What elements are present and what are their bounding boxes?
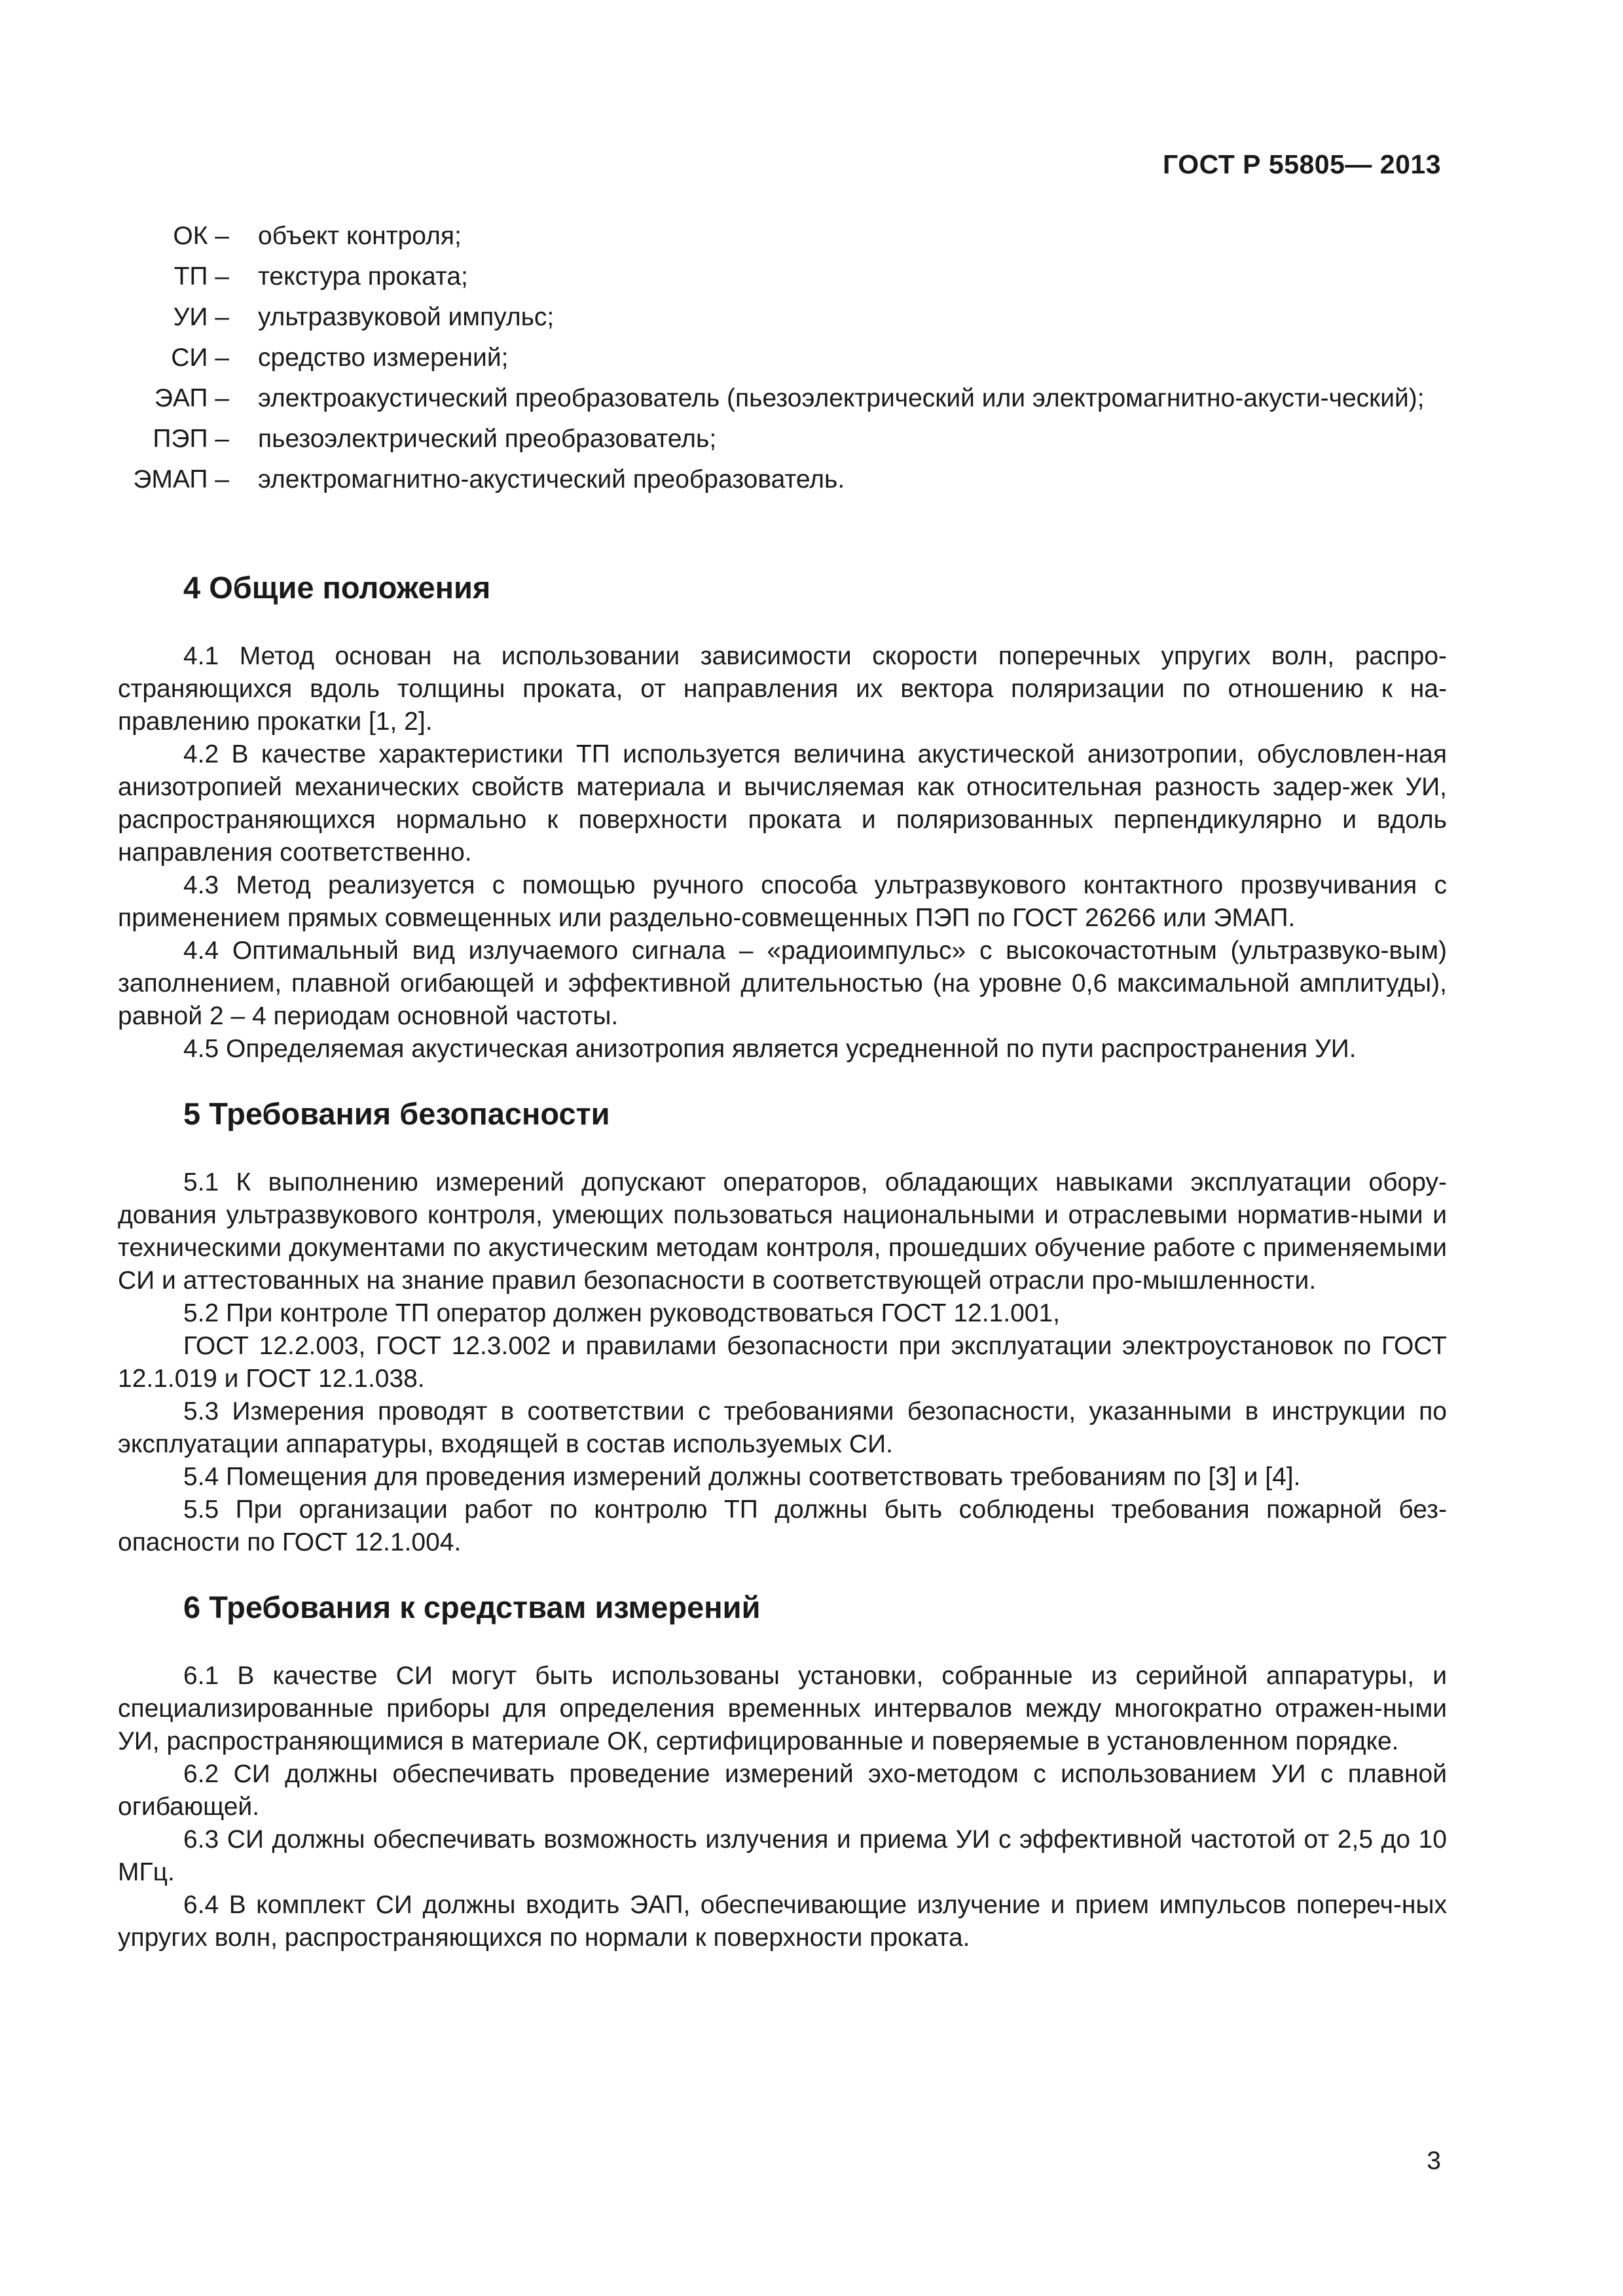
paragraph: 4.3 Метод реализуется с помощью ручного способа ультразвукового контактного прозвучивания с применением прямых совмещенных или раздельно-совмещенных ПЭП по ГОСТ 26266 или ЭМАП. — [118, 871, 1447, 932]
paragraph: 5.5 При организации работ по контролю ТП должны быть соблюдены требования пожарной без-опасности по ГОСТ 12.1.004. — [118, 1496, 1447, 1556]
section-title: 6 Требования к средствам измерений — [183, 1590, 761, 1624]
abbreviation-description: средство измерений; — [258, 344, 509, 372]
paragraph: 5.2 При контроле ТП оператор должен руководствоваться ГОСТ 12.1.001, — [183, 1299, 1060, 1327]
abbreviation-item — [118, 419, 1447, 459]
abbreviation-description: ультразвуковой импульс; — [258, 303, 555, 331]
abbreviation-code: УИ – — [173, 303, 229, 331]
section-safety-requirements — [118, 1094, 1447, 1559]
abbreviation-code: ОК – — [173, 222, 229, 250]
section-measurement-means-requirements — [118, 1588, 1447, 1954]
abbreviation-item — [118, 257, 1447, 297]
paragraph: 6.3 СИ должны обеспечивать возможность излучения и приема УИ с эффективной частотой от 2,5 до 10 МГц. — [118, 1825, 1447, 1886]
abbreviation-description: пьезоэлектрический преобразователь; — [258, 425, 717, 453]
document-body — [118, 568, 1447, 1983]
abbreviation-item — [118, 459, 1447, 500]
paragraph: 5.1 К выполнению измерений допускают операторов, обладающих навыками эксплуатации обору-дования ультразвукового контроля, умеющих пользоваться национальными и отраслевыми норматив-ными и техническими документами по акустическим методам контроля, прошедших обучение работе с применяемыми СИ и аттестованных на знание правил безопасности в соответствующей отрасли про-мышленности. — [118, 1168, 1447, 1295]
abbreviation-description: электроакустический преобразователь (пьезоэлектрический или электромагнитно-акусти-ческий); — [258, 384, 1425, 412]
abbreviation-description: объект контроля; — [258, 222, 462, 250]
abbreviation-description: текстура проката; — [258, 262, 468, 291]
paragraph: 4.1 Метод основан на использовании зависимости скорости поперечных упругих волн, распро-страняющихся вдоль толщины проката, от направления их вектора поляризации по отношению к на-правлению прокатки [1, 2]. — [118, 642, 1447, 736]
abbreviation-item — [118, 378, 1447, 419]
paragraph: 6.2 СИ должны обеспечивать проведение измерений эхо-методом с использованием УИ с плавной огибающей. — [118, 1760, 1447, 1821]
paragraph: ГОСТ 12.2.003, ГОСТ 12.3.002 и правилами безопасности при эксплуатации электроустановок по ГОСТ 12.1.019 и ГОСТ 12.1.038. — [118, 1332, 1447, 1393]
abbreviation-code: ТП – — [173, 262, 229, 291]
paragraph: 6.1 В качестве СИ могут быть использованы установки, собранные из серийной аппаратуры, и специализированные приборы для определения временных интервалов между многократно отражен-ными УИ, распространяющимися в материале ОК, сертифицированные и поверяемые в установленном порядке. — [118, 1662, 1447, 1755]
abbreviation-description: электромагнитно-акустический преобразователь. — [258, 465, 845, 493]
paragraph: 4.2 В качестве характеристики ТП используется величина акустической анизотропии, обусловлен-ная анизотропией механических свойств материала и вычисляемая как относительная разность задер-жек УИ, распространяющихся нормально к поверхности проката и поляризованных перпендикулярно и вдоль направления соответственно. — [118, 740, 1447, 867]
page-number: 3 — [1427, 2147, 1441, 2175]
section-title: 4 Общие положения — [183, 570, 491, 605]
paragraph: 4.5 Определяемая акустическая анизотропия является усредненной по пути распространения УИ. — [183, 1035, 1357, 1063]
paragraph: 5.4 Помещения для проведения измерений должны соответствовать требованиям по [3] и [4]. — [183, 1463, 1301, 1491]
paragraph: 6.4 В комплект СИ должны входить ЭАП, обеспечивающие излучение и прием импульсов попереч-ных упругих волн, распространяющихся по нормали к поверхности проката. — [118, 1891, 1447, 1952]
paragraph: 5.3 Измерения проводят в соответствии с требованиями безопасности, указанными в инструкции по эксплуатации аппаратуры, входящей в состав используемых СИ. — [118, 1397, 1447, 1458]
document-header: ГОСТ Р 55805— 2013 — [1163, 149, 1441, 179]
abbreviation-list — [118, 216, 1447, 500]
abbreviation-code: СИ – — [171, 344, 229, 372]
abbreviation-code: ЭМАП – — [133, 465, 229, 493]
abbreviation-item — [118, 216, 1447, 257]
abbreviation-item — [118, 297, 1447, 338]
abbreviation-code: ЭАП – — [154, 384, 229, 412]
abbreviation-item — [118, 338, 1447, 378]
section-general-provisions — [118, 568, 1447, 1066]
abbreviation-code: ПЭП – — [153, 425, 229, 453]
section-title: 5 Требования безопасности — [183, 1096, 610, 1131]
paragraph: 4.4 Оптимальный вид излучаемого сигнала – «радиоимпульс» с высокочастотным (ультразвуко-вым) заполнением, плавной огибающей и эффективной длительностью (на уровне 0,6 максимальной амплитуды), равной 2 – 4 периодам основной частоты. — [118, 937, 1447, 1030]
